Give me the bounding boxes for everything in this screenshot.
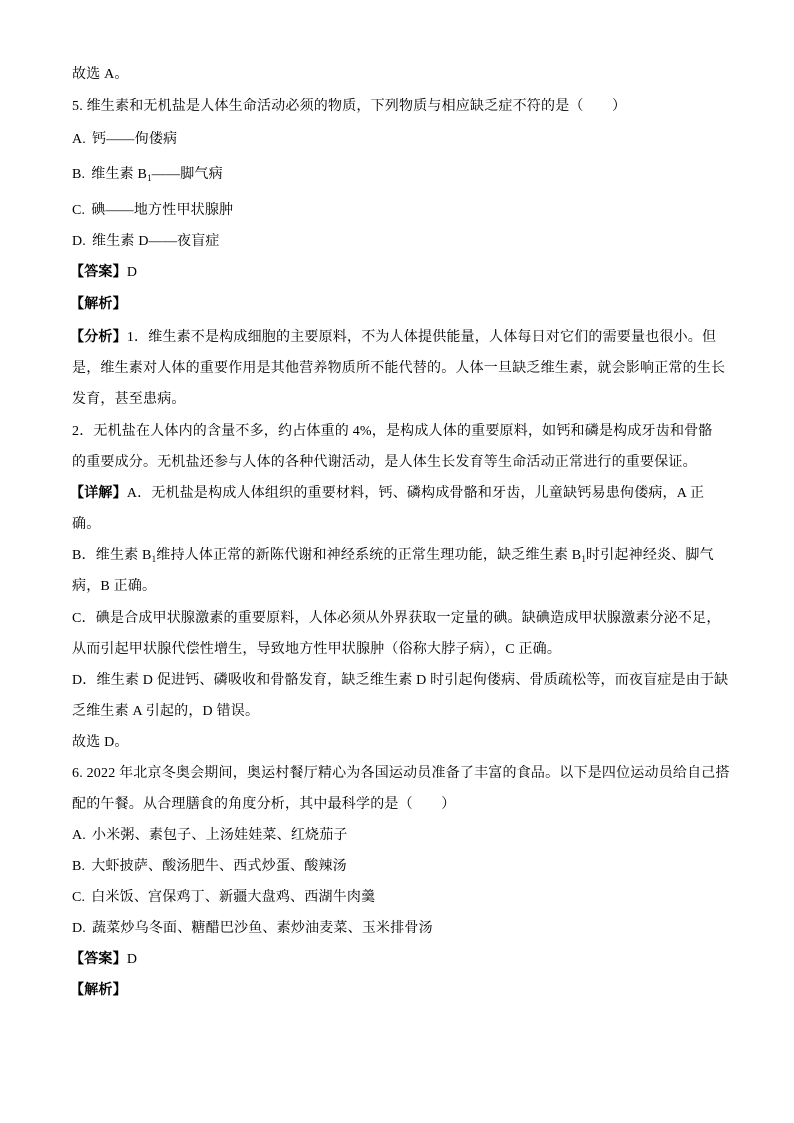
q5-option-c	[72, 201, 233, 221]
option-label: B.	[72, 859, 86, 874]
q6-stem: 6. 2022 年北京冬奥会期间，奥运村餐厅精心为各国运动员准备了丰富的食品。以下是四位运动员给自己搭	[72, 766, 730, 781]
option-text: 维生素 D——夜盲症	[92, 234, 220, 249]
option-text: 钙——佝偻病	[92, 132, 178, 147]
q5-detail-c-line: C．碘是合成甲状腺激素的重要原料，人体必须从外界获取一定量的碘。缺碘造成甲状腺激素分泌不足，	[72, 611, 721, 626]
q5-conclusion: 故选 D。	[72, 735, 129, 750]
q5-detail-b-line: 病，B 正确。	[72, 579, 157, 594]
answer-value: D	[126, 952, 138, 967]
q5-analysis-heading	[70, 295, 127, 315]
option-label: D.	[72, 234, 87, 249]
q5-detail-d-line: 乏维生素 A 引起的，D 错误。	[72, 704, 260, 719]
q5-detail-a-line	[70, 484, 704, 504]
detail-text: 时引起神经炎、脚气	[586, 548, 714, 563]
detail-text: A．无机盐是构成人体组织的重要材料，钙、磷构成骨骼和牙齿，儿童缺钙易患佝偻病，A 正	[126, 486, 705, 501]
q5-option-b	[72, 165, 223, 185]
q5-detail-c-line: 从而引起甲状腺代偿性增生，导致地方性甲状腺肿（俗称大脖子病），C 正确。	[72, 642, 562, 657]
option-label: B.	[72, 167, 86, 182]
subscript: 1	[147, 173, 152, 183]
option-text: 白米饭、宫保鸡丁、新疆大盘鸡、西湖牛肉羹	[91, 890, 376, 905]
q6-option-c	[72, 888, 375, 908]
option-label: A.	[72, 132, 87, 147]
q5-fenxi-line: 2．无机盐在人体内的含量不多，约占体重的 4%，是构成人体的重要原料，如钙和磷是构成牙齿和骨骼	[72, 424, 713, 439]
q5-option-d	[72, 232, 220, 252]
q6-stem: 配的午餐。从合理膳食的角度分析，其中最科学的是（ ）	[72, 797, 456, 812]
option-label: D.	[72, 921, 87, 936]
previous-conclusion: 故选 A。	[72, 67, 129, 82]
q5-fenxi-line: 的重要成分。无机盐还参与人体的各种代谢活动，是人体生长发育等生命活动正常进行的重要保证。	[72, 455, 697, 470]
analysis-label: 【解析】	[70, 983, 127, 998]
answer-value: D	[126, 265, 138, 280]
answer-label: 【答案】	[70, 265, 127, 280]
subscript: 1	[581, 554, 587, 564]
fenxi-text: 1．维生素不是构成细胞的主要原料，不为人体提供能量，人体每日对它们的需要量也很小。但	[126, 330, 717, 345]
option-text: 碘——地方性甲状腺肿	[91, 203, 234, 218]
q6-analysis-heading	[70, 981, 127, 1001]
subscript: 1	[151, 554, 157, 564]
option-label: C.	[72, 890, 86, 905]
analysis-label: 【解析】	[70, 297, 127, 312]
option-text: 蔬菜炒乌冬面、糖醋巴沙鱼、素炒油麦菜、玉米排骨汤	[92, 921, 433, 936]
q6-option-d	[72, 919, 433, 939]
q6-option-b	[72, 857, 347, 877]
option-text-rest: ——脚气病	[151, 167, 223, 182]
option-text: 维生素 B	[91, 167, 148, 182]
q6-answer	[70, 950, 137, 970]
q5-detail-a-line: 确。	[72, 517, 101, 532]
answer-label: 【答案】	[70, 952, 127, 967]
q5-fenxi-line	[70, 328, 716, 348]
detail-label: 【详解】	[70, 486, 127, 501]
detail-text: B．维生素 B	[72, 548, 152, 563]
q5-fenxi-line: 发育，甚至患病。	[72, 392, 186, 407]
q5-answer	[70, 263, 137, 283]
option-label: C.	[72, 203, 86, 218]
q5-fenxi-line: 是，维生素对人体的重要作用是其他营养物质所不能代替的。人体一旦缺乏维生素，就会影响正常的生长	[72, 361, 726, 376]
option-text: 大虾披萨、酸汤肥牛、西式炒蛋、酸辣汤	[91, 859, 347, 874]
q6-option-a	[72, 826, 348, 846]
option-label: A.	[72, 828, 87, 843]
q5-stem: 5. 维生素和无机盐是人体生命活动必须的物质，下列物质与相应缺乏症不符的是（ ）	[72, 99, 627, 114]
fenxi-label: 【分析】	[70, 330, 127, 345]
q5-option-a	[72, 130, 177, 150]
q5-detail-b-line	[72, 546, 714, 566]
q5-detail-d-line: D．维生素 D 促进钙、磷吸收和骨骼发育，缺乏维生素 D 时引起佝偻病、骨质疏松等，而夜盲症是由于缺	[72, 673, 729, 688]
detail-text: 维持人体正常的新陈代谢和神经系统的正常生理功能，缺乏维生素 B	[156, 548, 582, 563]
option-text: 小米粥、素包子、上汤娃娃菜、红烧茄子	[92, 828, 348, 843]
